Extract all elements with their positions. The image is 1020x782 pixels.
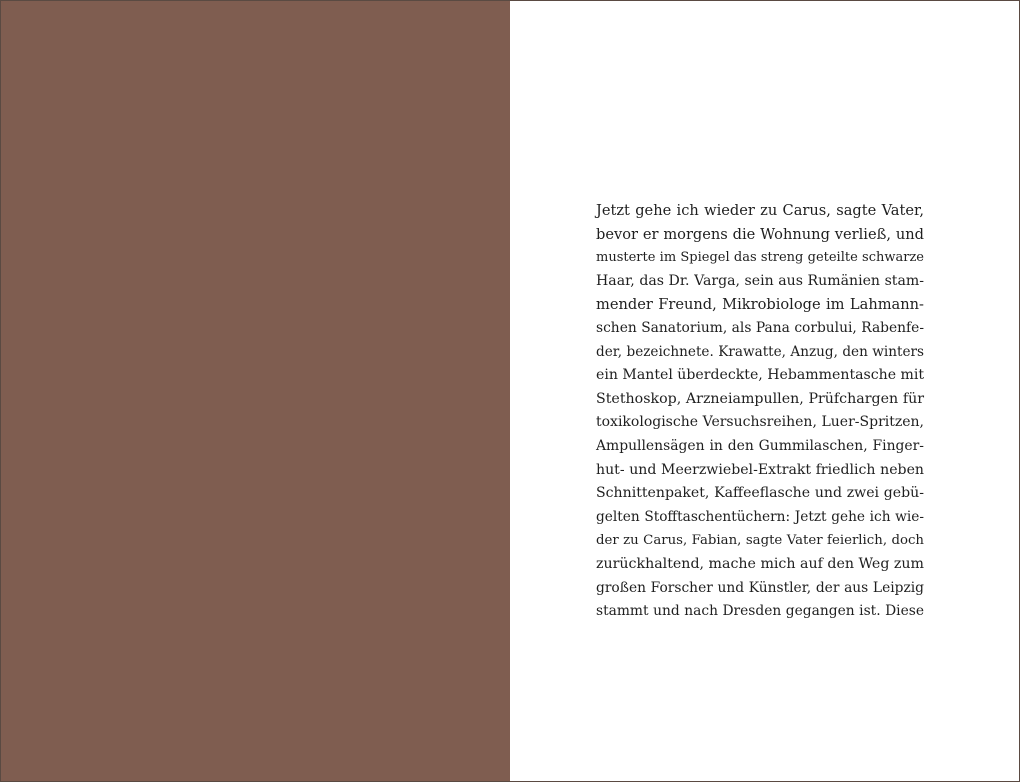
- text-line: ein Mantel überdeckte, Hebammentasche mit: [596, 367, 925, 384]
- right-page: [510, 1, 1019, 781]
- text-line: der, bezeichnete. Krawatte, Anzug, den winters: [596, 343, 924, 360]
- text-line: toxikologische Versuchsreihen, Luer-Spritzen,: [596, 414, 924, 431]
- text-line: Stethoskop, Arzneiampullen, Prüfchargen für: [596, 390, 924, 407]
- text-line: musterte im Spiegel das streng geteilte schwarze: [596, 250, 924, 266]
- left-page-color-panel: [1, 1, 510, 781]
- text-line: mender Freund, Mikrobiologe im Lahmann-: [596, 296, 924, 314]
- text-line: Jetzt gehe ich wieder zu Carus, sagte Vater,: [596, 202, 924, 219]
- text-line: Haar, das Dr. Varga, sein aus Rumänien stam-: [596, 272, 924, 289]
- text-line: großen Forscher und Künstler, der aus Leipzig: [596, 579, 924, 596]
- text-line: der zu Carus, Fabian, sagte Vater feierlich, doch: [596, 533, 924, 549]
- text-line: bevor er morgens die Wohnung verließ, und: [596, 225, 924, 243]
- text-line: Ampullensägen in den Gummilaschen, Finger-: [596, 437, 924, 454]
- body-text: [596, 199, 924, 624]
- text-line: zurückhaltend, mache mich auf den Weg zum: [596, 555, 924, 572]
- text-line: Schnittenpaket, Kaffeeflasche und zwei gebü-: [596, 485, 924, 502]
- text-line: hut- und Meerzwiebel-Extrakt friedlich neben: [596, 461, 924, 478]
- text-line: gelten Stofftaschentüchern: Jetzt gehe ich wie-: [596, 508, 924, 525]
- text-line: stammt und nach Dresden gegangen ist. Diese: [596, 603, 924, 620]
- text-line: schen Sanatorium, als Pana corbului, Rabenfe-: [596, 319, 924, 336]
